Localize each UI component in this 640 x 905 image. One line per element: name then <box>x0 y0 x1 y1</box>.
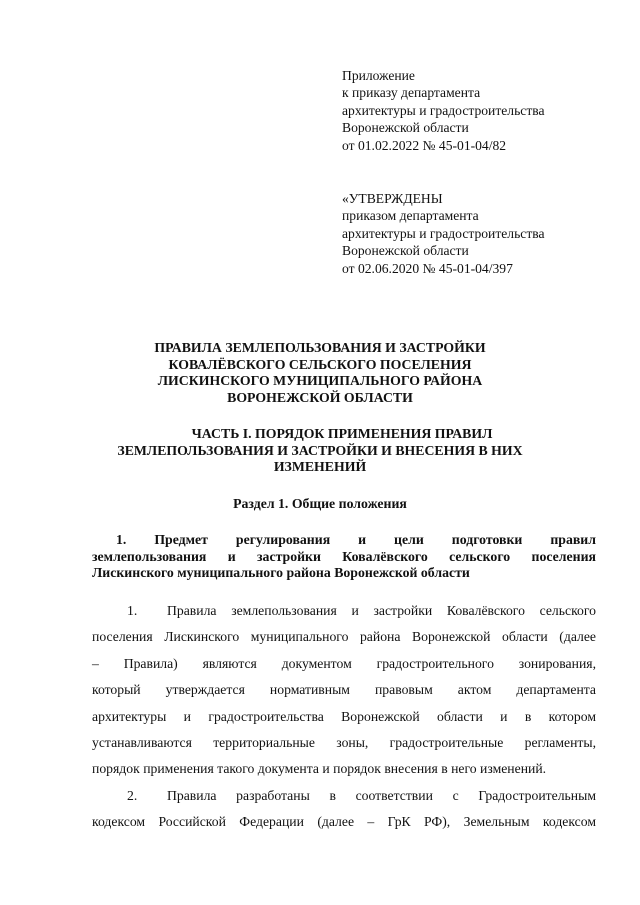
paragraph-line: – Правила) являются документом градостроительного зонирования, <box>92 655 596 671</box>
appendix-line: к приказу департамента <box>342 85 481 101</box>
document-title <box>60 340 580 406</box>
paragraph-line: поселения Лискинского муниципального района Воронежской области (далее <box>92 629 596 645</box>
paragraph-line: архитектуры и градостроительства Воронежской области и в котором <box>92 708 596 724</box>
title-line: КОВАЛЁВСКОГО СЕЛЬСКОГО ПОСЕЛЕНИЯ <box>168 356 472 372</box>
paragraph-number: 2. <box>127 788 138 803</box>
appendix-line: Приложение <box>342 68 415 83</box>
paragraph-line: устанавливаются территориальные зоны, градостроительные регламенты, <box>92 735 596 751</box>
article-heading-line: Лискинского муниципального района Воронежской области <box>92 565 470 581</box>
paragraph-line: 1. Правила землепользования и застройки Ковалёвского сельского <box>92 598 596 624</box>
section-title: Раздел 1. Общие положения <box>233 496 407 511</box>
paragraph-line: кодексом Российской Федерации (далее – ГрК РФ), Земельным кодексом <box>92 814 596 830</box>
title-line: ВОРОНЕЖСКОЙ ОБЛАСТИ <box>227 389 413 405</box>
approved-line: Воронежской области <box>342 243 469 259</box>
appendix-line: архитектуры и градостроительства <box>342 102 545 118</box>
paragraph-line: порядок применения такого документа и порядок внесения в него изменений. <box>92 761 547 777</box>
paragraph-line: 2. Правила разработаны в соответствии с Градостроительным <box>92 783 596 809</box>
approved-line: архитектуры и градостроительства <box>342 225 545 241</box>
part-title-line: ЗЕМЛЕПОЛЬЗОВАНИЯ И ЗАСТРОЙКИ И ВНЕСЕНИЯ В НИХ <box>117 442 523 458</box>
appendix-order-ref: от 01.02.2022 № 45-01-04/82 <box>342 137 507 153</box>
paragraph-line: который утверждается нормативным правовым актом департамента <box>92 682 596 698</box>
part-title-line: ЧАСТЬ I. ПОРЯДОК ПРИМЕНЕНИЯ ПРАВИЛ <box>191 426 493 441</box>
paragraph-2 <box>92 783 596 836</box>
approved-line: «УТВЕРЖДЕНЫ <box>342 191 443 206</box>
appendix-line: Воронежской области <box>342 120 469 136</box>
approved-order-ref: от 02.06.2020 № 45-01-04/397 <box>342 260 513 276</box>
title-line: ПРАВИЛА ЗЕМЛЕПОЛЬЗОВАНИЯ И ЗАСТРОЙКИ <box>154 340 486 355</box>
approved-block <box>342 190 622 277</box>
approved-line: приказом департамента <box>342 208 479 224</box>
paragraph-1 <box>92 598 596 783</box>
article-heading-line: 1. Предмет регулирования и цели подготовки правил <box>116 532 596 547</box>
part-title <box>60 426 580 476</box>
title-line: ЛИСКИНСКОГО МУНИЦИПАЛЬНОГО РАЙОНА <box>157 373 483 389</box>
part-title-line: ИЗМЕНЕНИЙ <box>273 459 367 475</box>
article-heading-line: землепользования и застройки Ковалёвского сельского поселения <box>92 548 596 564</box>
paragraph-number: 1. <box>127 603 138 618</box>
article-heading <box>92 532 596 582</box>
appendix-block <box>342 67 622 154</box>
